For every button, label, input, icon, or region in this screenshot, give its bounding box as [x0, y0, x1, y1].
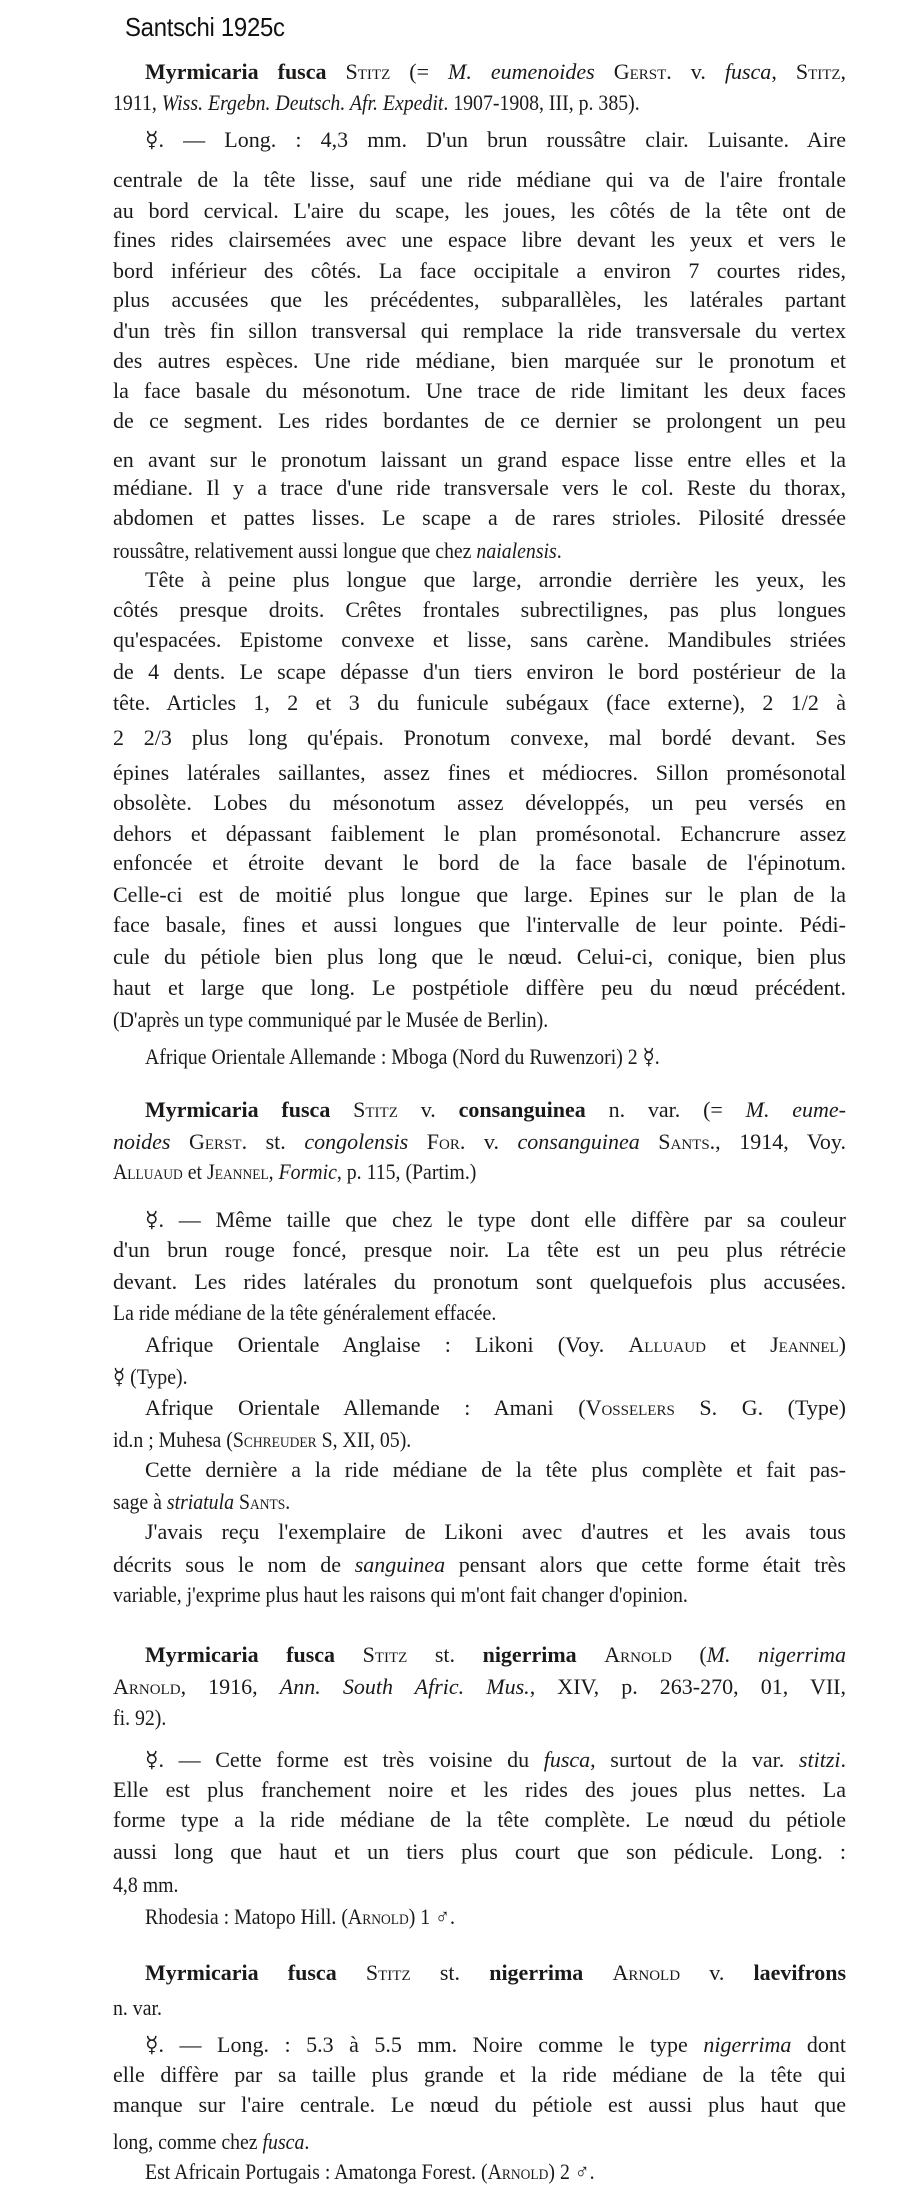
text-run: 4,8 mm.	[113, 1872, 179, 1897]
text-line	[113, 196, 846, 226]
italic-text: fusca	[543, 1747, 591, 1772]
text-run: .	[556, 538, 562, 563]
text-run: .	[304, 2129, 310, 2154]
italic-text: M. eumenoides	[448, 59, 595, 84]
text-run: pensant alors que cette forme était très	[445, 1552, 846, 1577]
text-line	[113, 973, 846, 1003]
text-run	[595, 59, 614, 84]
text-run: ) 1 ♂.	[408, 1904, 455, 1929]
author-name: For	[426, 1129, 460, 1154]
text-line	[113, 910, 846, 940]
italic-text: naialensis	[476, 538, 557, 563]
text-line	[113, 595, 846, 625]
text-run: v.	[680, 1960, 754, 1985]
text-run: épines latérales saillantes, assez fines et médiocres. Sillon promésonotal	[113, 760, 846, 785]
text-run: , surtout de la var.	[590, 1747, 799, 1772]
italic-text: consanguinea	[517, 1129, 640, 1154]
text-run: 1911,	[113, 90, 162, 115]
text-run: Afrique Orientale Allemande : Amani (	[145, 1395, 586, 1420]
taxon-name: Myrmicaria fusca	[145, 59, 327, 84]
text-run: devant. Les rides latérales du pronotum sont quelquefois plus accusées.	[113, 1269, 846, 1294]
text-run: n. var.	[113, 1995, 162, 2020]
text-run: Est Africain Portugais : Amatonga Forest. (	[145, 2159, 488, 2184]
text-run: tête. Articles 1, 2 et 3 du funicule subégaux (face externe), 2 1/2 à	[113, 690, 846, 715]
description-paragraph-line	[145, 2030, 846, 2060]
locality-line-line	[145, 1042, 846, 1072]
text-run	[640, 1129, 659, 1154]
text-run: bord inférieur des côtés. La face occipitale a environ 7 courtes rides,	[113, 258, 846, 283]
text-run: des autres espèces. Une ride médiane, bien marquée sur le pronotum et	[113, 348, 846, 373]
text-run: . 1907-1908, III, p. 385).	[443, 90, 640, 115]
text-run: long, comme chez	[113, 2129, 263, 2154]
author-name: Sants	[238, 1489, 286, 1514]
text-run: manque sur l'aire centrale. Le nœud du pétiole est aussi plus haut que	[113, 2092, 846, 2117]
italic-text: nigerrima	[703, 2032, 792, 2057]
text-run: ,	[840, 59, 847, 84]
text-run: forme type a la ride médiane de la tête complète. Le nœud du pétiole	[113, 1807, 846, 1832]
taxon-name: Myrmicaria fusca	[145, 1960, 337, 1985]
text-run	[330, 1097, 353, 1122]
taxon-name: nigerrima	[482, 1642, 577, 1667]
text-run: ☿. — Même taille que chez le type dont elle diffère par sa couleur	[145, 1207, 846, 1232]
text-run: st.	[410, 1960, 490, 1985]
taxon-name: consanguinea	[458, 1097, 586, 1122]
text-run: la face basale du mésonotum. Une trace de ride limitant les deux faces	[113, 378, 846, 403]
text-run	[583, 1960, 612, 1985]
text-run: côtés presque droits. Crêtes frontales subrectilignes, pas plus longues	[113, 597, 846, 622]
italic-text: Wiss. Ergebn. Deutsch. Afr. Expedit	[161, 90, 444, 115]
text-line	[113, 942, 846, 972]
text-line	[113, 758, 846, 788]
text-line	[113, 788, 846, 818]
text-line	[113, 285, 846, 315]
locality-line-line	[145, 2157, 846, 2187]
text-run: ) 2 ♂.	[548, 2159, 595, 2184]
text-run: n. var. (=	[585, 1097, 746, 1122]
text-run: de ce segment. Les rides bordantes de ce dernier se prolongent un peu	[113, 408, 846, 433]
text-run: elle diffère par sa taille plus grande et la ride médiane de la tête qui	[113, 2062, 846, 2087]
text-run: (D'après un type communiqué par le Musée de Berlin).	[113, 1007, 549, 1032]
author-name: Arnold	[347, 1904, 409, 1929]
text-run: et	[182, 1159, 207, 1184]
text-run: ,	[268, 1159, 279, 1184]
text-run: Rhodesia : Matopo Hill. (	[145, 1904, 348, 1929]
author-name: Arnold	[113, 1674, 181, 1699]
author-name: Stitz	[345, 59, 391, 84]
text-run: de 4 dents. Le scape dépasse d'un tiers environ le bord postérieur de la	[113, 659, 846, 684]
text-line	[113, 1267, 846, 1297]
taxon-name: Myrmicaria fusca	[145, 1642, 336, 1667]
text-line	[113, 346, 846, 376]
text-run	[408, 1129, 427, 1154]
author-name: Arnold	[612, 1960, 681, 1985]
text-run: médiane. Il y a trace d'une ride transversale vers le col. Reste du thorax,	[113, 475, 846, 500]
text-run: Tête à peine plus longue que large, arrondie derrière les yeux, les	[145, 567, 846, 592]
text-run: Afrique Orientale Allemande : Mboga (Nord du Ruwenzori) 2 ☿.	[145, 1044, 660, 1069]
text-run: abdomen et pattes lisses. Le scape a de rares strioles. Pilosité dressée	[113, 505, 846, 530]
text-run	[327, 59, 346, 84]
description-paragraph-line	[145, 125, 846, 155]
text-run: id.n ; Muhesa (	[113, 1427, 233, 1452]
text-line	[113, 1550, 846, 1580]
text-line	[113, 1870, 846, 1900]
text-line	[113, 165, 846, 195]
text-line	[113, 1775, 846, 1805]
text-run: Afrique Orientale Anglaise : Likoni (Voy.	[145, 1332, 629, 1357]
italic-text: Formic	[278, 1159, 337, 1184]
text-line	[113, 1298, 846, 1328]
author-name: Jeannel	[770, 1332, 839, 1357]
text-line	[113, 225, 846, 255]
text-run: ☿. — Long. : 5.3 à 5.5 mm. Noire comme le type	[145, 2032, 704, 2057]
text-run: (=	[390, 59, 448, 84]
text-run: Cette dernière a la ride médiane de la tête plus complète et fait pas-	[145, 1457, 846, 1482]
author-name: Stitz	[365, 1960, 411, 1985]
text-run: variable, j'exprime plus haut les raisons qui m'ont fait changer d'opinion.	[113, 1582, 688, 1607]
text-run: J'avais reçu l'exemplaire de Likoni avec d'autres et les avais tous	[145, 1519, 846, 1544]
text-line	[113, 1580, 846, 1610]
text-run: , XIV, p. 263-270, 01, VII,	[529, 1674, 847, 1699]
text-run: fi. 92).	[113, 1705, 167, 1730]
locality-line-line	[145, 1902, 846, 1932]
italic-text: fusca	[724, 59, 772, 84]
author-name: Alluaud	[628, 1332, 706, 1357]
text-run: st.	[407, 1642, 483, 1667]
author-name: Jeannel	[206, 1159, 269, 1184]
text-line	[113, 1425, 846, 1455]
text-run: d'un brun rouge foncé, presque noir. La tête est un peu plus rétrécie	[113, 1237, 846, 1262]
text-run: ,	[771, 59, 796, 84]
locality-line-line	[145, 1393, 846, 1423]
text-run: v.	[397, 1097, 459, 1122]
text-run: . v.	[459, 1129, 518, 1154]
author-name: Stitz	[353, 1097, 398, 1122]
description-paragraph-line	[145, 1205, 846, 1235]
species-heading-line	[145, 1640, 846, 1670]
description-paragraph-line	[145, 565, 846, 595]
text-line	[113, 848, 846, 878]
author-name: Schreuder	[232, 1427, 317, 1452]
italic-text: congolensis	[304, 1129, 409, 1154]
text-run: .	[285, 1489, 291, 1514]
text-line	[113, 1672, 846, 1702]
text-run: La ride médiane de la tête généralement effacée.	[113, 1300, 497, 1325]
species-heading-line	[145, 1095, 846, 1125]
text-run: Celle-ci est de moitié plus longue que large. Epines sur le plan de la	[113, 882, 846, 907]
text-line	[113, 2060, 846, 2090]
species-heading-line	[145, 57, 846, 87]
text-run: d'un très fin sillon transversal qui remplace la ride transversale du vertex	[113, 318, 846, 343]
text-run: (	[671, 1642, 707, 1667]
text-run: , p. 115, (Partim.)	[336, 1159, 477, 1184]
text-run: S, XII, 05).	[316, 1427, 412, 1452]
text-line	[113, 376, 846, 406]
taxon-name: laevifrons	[753, 1960, 847, 1985]
author-name: Sants	[658, 1129, 710, 1154]
text-run: Elle est plus franchement noire et les rides des joues plus nettes. La	[113, 1777, 846, 1802]
remark-paragraph-line	[145, 1455, 846, 1485]
text-run: ☿. — Cette forme est très voisine du	[145, 1747, 544, 1772]
text-run: cule du pétiole bien plus long que le nœud. Celui-ci, conique, bien plus	[113, 944, 846, 969]
author-name: Stitz	[795, 59, 841, 84]
taxon-name: Myrmicaria fusca	[145, 1097, 331, 1122]
text-run: fines rides clairsemées avec une espace libre devant les yeux et vers le	[113, 227, 846, 252]
author-name: Gerst	[189, 1129, 242, 1154]
text-line	[113, 723, 846, 753]
text-run: ☿ (Type).	[113, 1364, 188, 1389]
text-line	[113, 1703, 846, 1733]
text-run	[335, 1642, 363, 1667]
taxon-name: nigerrima	[489, 1960, 584, 1985]
text-run	[577, 1642, 605, 1667]
italic-text: fusca	[262, 2129, 305, 2154]
text-run: . v.	[666, 59, 725, 84]
text-run: haut et large que long. Le postpétiole diffère peu du nœud précédent.	[113, 975, 846, 1000]
italic-text: M. eume-	[745, 1097, 847, 1122]
text-line	[113, 536, 846, 566]
text-line	[113, 1837, 846, 1867]
text-run: en avant sur le pronotum laissant un grand espace lisse entre elles et la	[113, 447, 846, 472]
text-line	[113, 1362, 846, 1392]
text-line	[113, 88, 846, 118]
text-run: enfoncée et étroite devant le bord de la face basale de l'épinotum.	[113, 850, 846, 875]
text-run: .	[840, 1747, 846, 1772]
text-line	[113, 316, 846, 346]
author-name: Arnold	[604, 1642, 672, 1667]
text-run: plus accusées que les précédentes, subparallèles, les latérales partant	[113, 287, 846, 312]
italic-text: stitzi	[798, 1747, 841, 1772]
species-heading-line	[145, 1958, 846, 1988]
text-line	[113, 880, 846, 910]
text-run: )	[838, 1332, 846, 1357]
text-run: , 1916,	[180, 1674, 280, 1699]
text-run: obsolète. Lobes du mésonotum assez développés, un peu versés en	[113, 790, 846, 815]
text-run: sage à	[113, 1489, 167, 1514]
text-line	[113, 625, 846, 655]
text-line	[113, 1805, 846, 1835]
text-line	[113, 445, 846, 475]
italic-text: M. nigerrima	[706, 1642, 847, 1667]
italic-text: noides	[113, 1129, 171, 1154]
text-line	[113, 1157, 846, 1187]
text-run: dehors et dépassant faiblement le plan promésonotal. Echancrure assez	[113, 821, 846, 846]
text-line	[113, 2090, 846, 2120]
italic-text: striatula	[166, 1489, 234, 1514]
text-run: au bord cervical. L'aire du scape, les joues, les côtés de la tête ont de	[113, 198, 846, 223]
text-run: 2 2/3 plus long qu'épais. Pronotum convexe, mal bordé devant. Ses	[113, 725, 846, 750]
author-name: Gerst	[613, 59, 667, 84]
text-line	[113, 657, 846, 687]
text-line	[113, 503, 846, 533]
author-name: Stitz	[362, 1642, 408, 1667]
text-line	[113, 1487, 846, 1517]
text-run: . st.	[241, 1129, 305, 1154]
text-line	[113, 1235, 846, 1265]
text-run: décrits sous le nom de	[113, 1552, 355, 1577]
author-name: Arnold	[487, 2159, 549, 2184]
locality-line-line	[145, 1330, 846, 1360]
text-line	[113, 2127, 846, 2157]
text-line	[113, 473, 846, 503]
text-run: roussâtre, relativement aussi longue que chez	[113, 538, 477, 563]
text-line	[113, 1993, 846, 2023]
text-line	[113, 688, 846, 718]
document-title: Santschi 1925c	[125, 12, 285, 42]
text-run: aussi long que haut et un tiers plus court que son pédicule. Long. :	[113, 1839, 846, 1864]
author-name: Alluaud	[113, 1159, 183, 1184]
author-name: Vosselers	[585, 1395, 675, 1420]
text-line	[113, 819, 846, 849]
text-line	[113, 1127, 846, 1157]
remark-paragraph-line	[145, 1517, 846, 1547]
text-run: face basale, fines et aussi longues que l'intervalle de leur pointe. Pédi-	[113, 912, 846, 937]
text-run: ☿. — Long. : 4,3 mm. D'un brun roussâtre clair. Luisante. Aire	[145, 127, 846, 152]
text-run: dont	[791, 2032, 846, 2057]
text-run	[170, 1129, 189, 1154]
text-run: S. G. (Type)	[674, 1395, 846, 1420]
text-line	[113, 256, 846, 286]
text-run: qu'espacées. Epistome convexe et lisse, sans carène. Mandibules striées	[113, 627, 846, 652]
text-run: ., 1914, Voy.	[709, 1129, 846, 1154]
text-run: centrale de la tête lisse, sauf une ride médiane qui va de l'aire frontale	[113, 167, 846, 192]
text-line	[113, 406, 846, 436]
text-run	[337, 1960, 366, 1985]
text-line	[113, 1005, 846, 1035]
italic-text: Ann. South Afric. Mus.	[279, 1674, 530, 1699]
text-run: et	[705, 1332, 771, 1357]
italic-text: sanguinea	[354, 1552, 446, 1577]
description-paragraph-line	[145, 1745, 846, 1775]
